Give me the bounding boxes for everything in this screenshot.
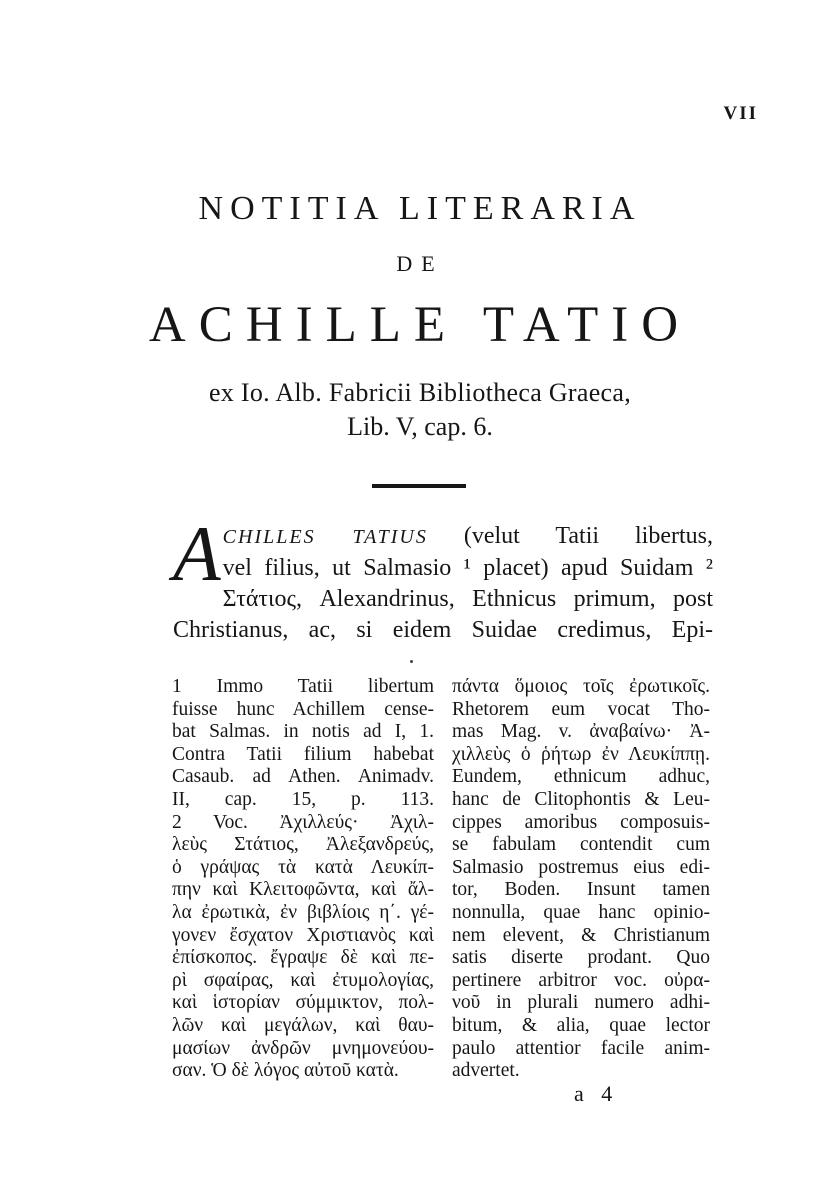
footnote-left-line: καὶ ἱστορίαν σύμμικτον, πολ-: [172, 992, 434, 1014]
body-line-1-rest: (velut Tatii libertus,: [427, 523, 713, 549]
footnote-right-line: paulo attentior facile anim-: [452, 1037, 710, 1059]
footnote-left-line: 2 Voc. Ἀχιλλεύς· Ἀχιλ-: [172, 811, 434, 833]
footnote-right-line: satis diserte prodant. Quo: [452, 947, 710, 969]
footnote-right-line: χιλλεὺς ὁ ῥήτωρ ἐν Λευκίππῃ.: [452, 743, 710, 765]
footnote-left-line: ὁ γράψας τὰ κατὰ Λευκίπ-: [172, 856, 434, 878]
section-rule: [372, 484, 466, 488]
source-line-1: ex Io. Alb. Fabricii Bibliotheca Graeca,: [208, 378, 632, 407]
footnote-right-line: νοῦ in plurali numero adhi-: [452, 992, 710, 1014]
source-line-2: Lib. V, cap. 6.: [347, 412, 493, 441]
footnotes-right-column: [452, 676, 710, 1083]
dot-mark: [410, 660, 413, 663]
body-line-3: Στάτιος, Alexandrinus, Ethnicus primum, post: [222, 586, 713, 612]
body-text: [173, 510, 713, 646]
footnote-left-line: bat Salmas. in notis ad I, 1.: [172, 721, 434, 743]
footnote-right-line: mas Mag. v. ἀναβαίνω· Ἀ-: [452, 721, 710, 743]
footnote-right-line: cippes amoribus composuis-: [452, 811, 710, 833]
footnote-left-line: fuisse hunc Achillem cense-: [172, 698, 434, 720]
footnote-left-line: πην καὶ Κλειτοφῶντα, καὶ ἄλ-: [172, 879, 434, 901]
footnote-left-line: γονεν ἔσχατον Χριστιανὸς καὶ: [172, 924, 434, 946]
footnote-right-line: hanc de Clitophontis & Leu-: [452, 788, 710, 810]
footnote-right-line: se fabulam contendit cum: [452, 834, 710, 856]
footnote-left-line: ρὶ σφαίρας, καὶ ἐτυμολογίας,: [172, 969, 434, 991]
footnote-left-line: λα ἐρωτικὰ, ἐν βιβλίοις η΄. γέ-: [172, 901, 434, 923]
drop-cap: A: [173, 510, 221, 597]
author-name: CHILLES TATIUS: [222, 526, 428, 548]
footnote-left-line: σαν. Ὁ δὲ λόγος αὐτοῦ κατὰ.: [172, 1060, 399, 1082]
footnote-left-line: λεὺς Στάτιος, Ἀλεξανδρεύς,: [172, 834, 434, 856]
footnotes-left-column: [172, 676, 434, 1083]
footnote-right-line: Salmasio postremus eius edi-: [452, 856, 710, 878]
footnote-right-line: nem elevent, & Christianum: [452, 924, 710, 946]
footnote-right-line: πάντα ὅμοιος τοῖς ἐρωτικοῖς.: [452, 676, 710, 697]
footnote-right-line: Rhetorem eum vocat Tho-: [452, 698, 710, 720]
footnote-left-line: II, cap. 15, p. 113.: [172, 788, 434, 810]
signature-mark: a 4: [574, 1081, 619, 1106]
footnote-left-line: λῶν καὶ μεγάλων, καὶ θαυ-: [172, 1014, 434, 1036]
footnote-left-line: Casaub. ad Athen. Animadv.: [172, 766, 434, 788]
page-number: VII: [723, 103, 758, 124]
footnote-left-line: μασίων ἀνδρῶν μνημονεύου-: [172, 1037, 434, 1059]
footnote-left-line: 1 Immo Tatii libertum: [172, 676, 434, 697]
footnote-right-line: tor, Boden. Insunt tamen: [452, 879, 710, 901]
body-line-2: vel filius, ut Salmasio ¹ placet) apud Suidam ²: [222, 555, 713, 581]
body-line-4: Christianus, ac, si eidem Suidae credimus, Epi-: [173, 617, 713, 643]
footnote-left-line: ἐπίσκοπος. ἔγραψε δὲ καὶ πε-: [172, 947, 434, 969]
footnote-right-line: pertinere arbitror voc. οὐρα-: [452, 969, 710, 991]
footnote-right-line: nonnulla, quae hanc opinio-: [452, 901, 710, 923]
title-main: NOTITIA LITERARIA: [198, 190, 642, 227]
title-author: ACHILLE TATIO: [148, 297, 692, 353]
body-line-1: [173, 521, 713, 553]
footnote-right-line: bitum, & alia, quae lector: [452, 1014, 710, 1036]
footnote-right-line: Eundem, ethnicum adhuc,: [452, 766, 710, 788]
footnote-left-line: Contra Tatii filium habebat: [172, 743, 434, 765]
title-de: DE: [396, 251, 444, 276]
footnote-right-line: advertet.: [452, 1060, 520, 1082]
